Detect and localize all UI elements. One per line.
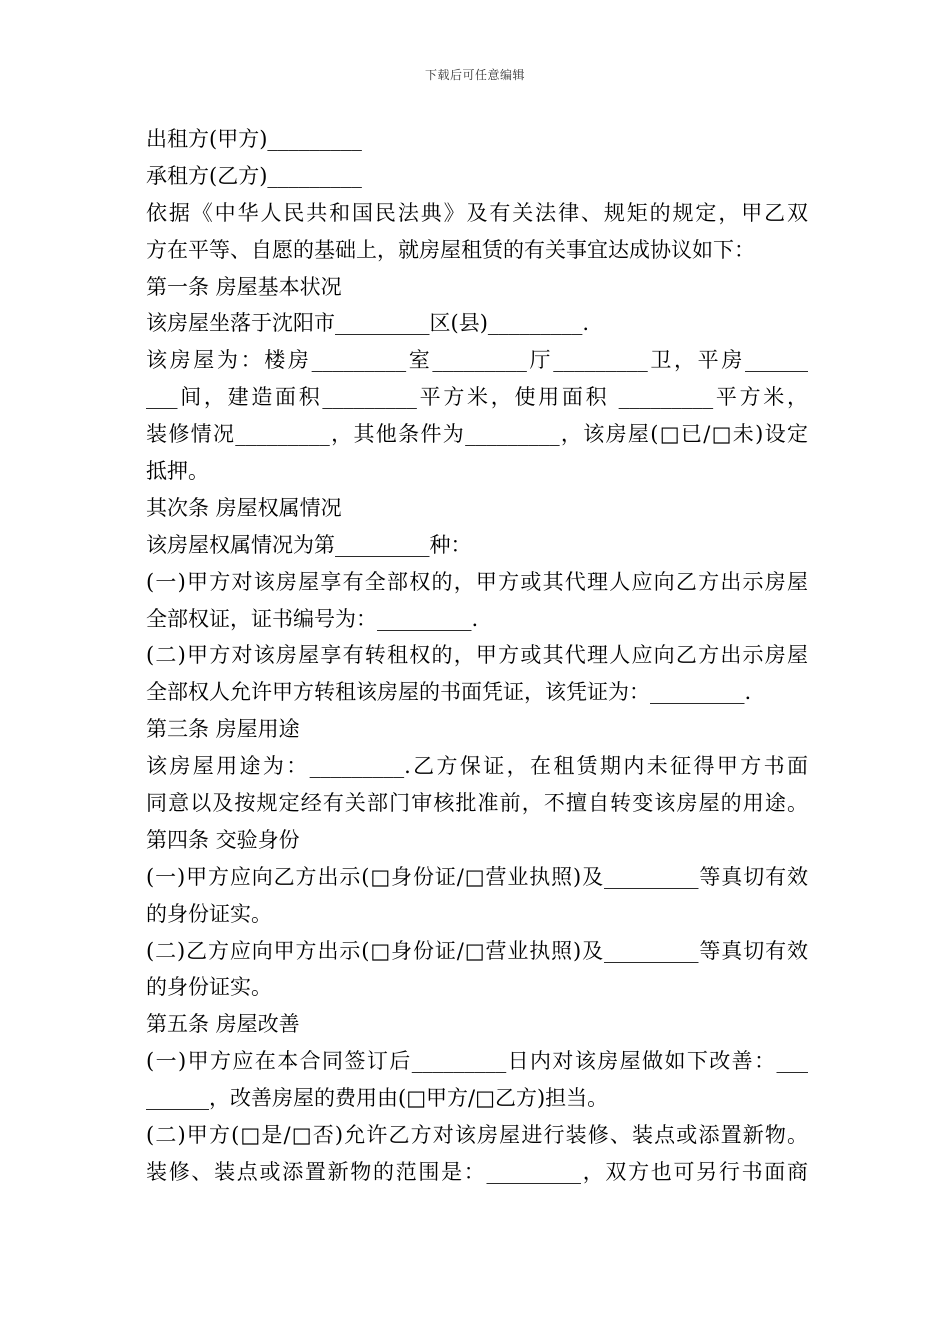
paragraph-line: 装修、装点或添置新物的范围是：_________，双方也可另行书面商 [146,1159,808,1184]
paragraph-line: 同意以及按规定经有关部门审核批准前，不擅自转变该房屋的用途。 [146,791,808,816]
paragraph-line: 的身份证实。 [146,975,272,1000]
paragraph-line: 抵押。 [146,459,209,484]
lessee-line: 承租方(乙方)_________ [146,163,362,188]
preamble-line: 方在平等、自愿的基础上，就房屋租赁的有关事宜达成协议如下： [146,237,755,262]
paragraph-line: 该房屋坐落于沈阳市_________区(县)_________. [146,311,590,336]
paragraph-line: 全部权人允许甲方转租该房屋的书面凭证，该凭证为：_________. [146,680,752,705]
paragraph-line: 的身份证实。 [146,901,272,926]
preamble-line: 依据《中华人民共和国民法典》及有关法律、规矩的规定，甲乙双 [146,200,808,225]
paragraph-line: 装修情况_________，其他条件为_________，该房屋(□已/□未)设定 [146,422,808,447]
article-heading: 第三条 房屋用途 [146,717,300,742]
paragraph-line: 该房屋为：楼房_________室_________厅_________卫，平房______ [146,348,808,373]
paragraph-line: 全部权证，证书编号为：_________. [146,606,479,631]
paragraph-line: (一)甲方对该房屋享有全部权的，甲方或其代理人应向乙方出示房屋 [146,569,808,594]
paragraph-line: (二)甲方(□是/□否)允许乙方对该房屋进行装修、装点或添置新物。 [146,1123,808,1148]
article-heading: 第一条 房屋基本状况 [146,274,342,299]
paragraph-line: ___间，建造面积_________平方米，使用面积 _________平方米， [146,385,808,410]
paragraph-line: (一)甲方应在本合同签订后_________日内对该房屋做如下改善：___ [146,1049,808,1074]
page-header-note: 下载后可任意编辑 [424,68,525,82]
article-heading: 第五条 房屋改善 [146,1012,300,1037]
paragraph-line: ______，改善房屋的费用由(□甲方/□乙方)担当。 [146,1086,609,1111]
article-heading: 其次条 房屋权属情况 [146,495,342,520]
paragraph-line: (二)甲方对该房屋享有转租权的，甲方或其代理人应向乙方出示房屋 [146,643,808,668]
paragraph-line: 该房屋用途为：_________.乙方保证，在租赁期内未征得甲方书面 [146,754,808,779]
lessor-line: 出租方(甲方)_________ [146,127,362,151]
paragraph-line: 该房屋权属情况为第_________种： [146,532,472,557]
article-heading: 第四条 交验身份 [146,827,300,852]
paragraph-line: (一)甲方应向乙方出示(□身份证/□营业执照)及_________等真切有效 [146,864,808,889]
document-body [146,121,808,1191]
paragraph-line: (二)乙方应向甲方出示(□身份证/□营业执照)及_________等真切有效 [146,938,808,963]
